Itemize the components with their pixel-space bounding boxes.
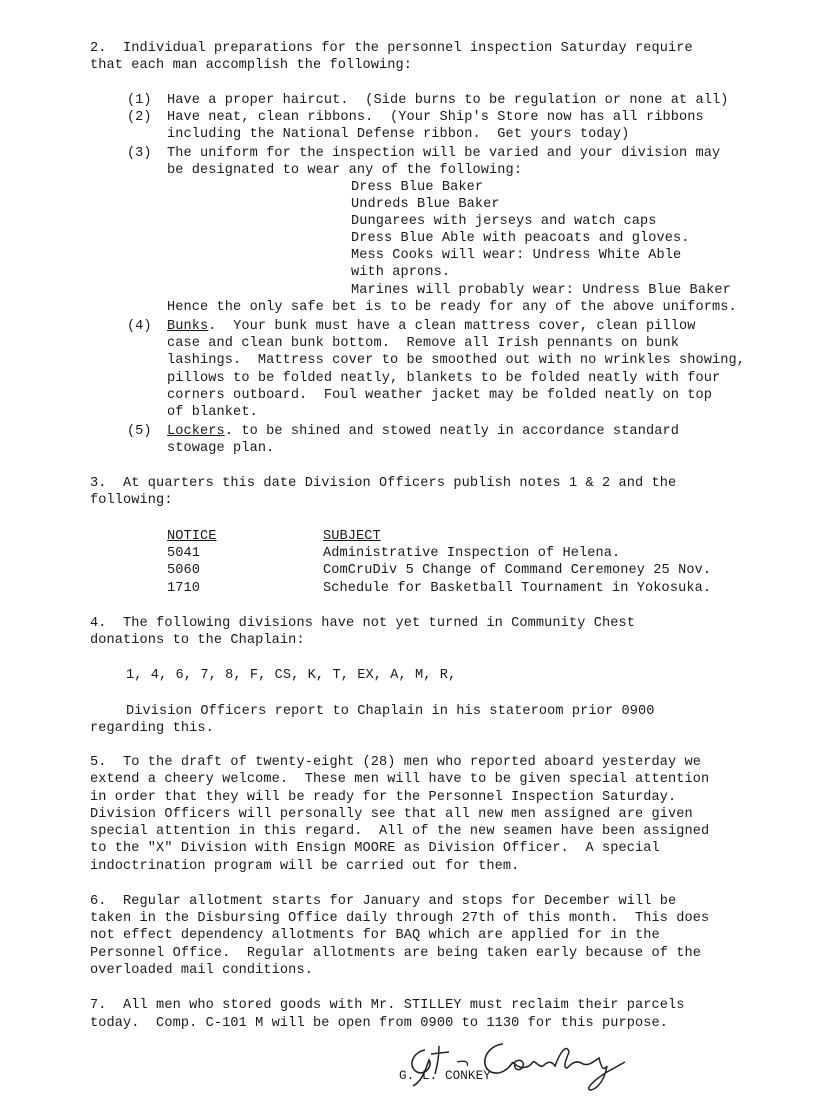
item3-line-1: 3. At quarters this date Division Officers publish notes 1 & 2 and the (90, 476, 677, 491)
uniform-item: Undreds Blue Baker (351, 197, 500, 212)
sub3-hence-line: Hence the only safe bet is to be ready for any of the above uniforms. (167, 300, 737, 315)
item2-line-2: that each man accomplish the following: (90, 58, 413, 73)
sub5-line-1-rest: . to be shined and stowed neatly in accordance standard (224, 424, 679, 439)
division-list: 1, 4, 6, 7, 8, F, CS, K, T, EX, A, M, R, (126, 668, 457, 683)
sub1-number: (1) (127, 93, 152, 108)
uniform-item: Marines will probably wear: Undress Blue Baker (351, 283, 731, 298)
notice-column-header: NOTICE (167, 529, 217, 544)
notice-number: 5041 (167, 546, 201, 561)
item5-line: 5. To the draft of twenty-eight (28) men who reported aboard yesterday we (90, 755, 702, 770)
sub5-heading: Lockers (167, 424, 225, 439)
sub5-number: (5) (127, 424, 152, 439)
sub4-line: of blanket. (167, 405, 258, 420)
item5-line: Division Officers will personally see that all new men assigned are given (90, 807, 693, 822)
sub4-line: lashings. Mattress cover to be smoothed out with no wrinkles showing, (167, 353, 746, 368)
item4-report-line-1: Division Officers report to Chaplain in his stateroom prior 0900 (126, 704, 655, 719)
sub5-line-2: stowage plan. (167, 441, 275, 456)
sub3-number: (3) (127, 146, 152, 161)
item6-line: 6. Regular allotment starts for January and stops for December will be (90, 894, 677, 909)
item4-line-2: donations to the Chaplain: (90, 633, 305, 648)
sub2-line-1: Have neat, clean ribbons. (Your Ship's Store now has all ribbons (167, 110, 704, 125)
uniform-item: Dungarees with jerseys and watch caps (351, 214, 657, 229)
sub5-line-1 (167, 423, 679, 440)
signature-name: G. L. CONKEY (399, 1069, 491, 1083)
sub4-line: pillows to be folded neatly, blankets to be folded neatly with four (167, 371, 721, 386)
sub2-number: (2) (127, 110, 152, 125)
item6-line: overloaded mail conditions. (90, 963, 313, 978)
item7-line: today. Comp. C-101 M will be open from 0900 to 1130 for this purpose. (90, 1016, 669, 1031)
sub4-line: corners outboard. Foul weather jacket may be folded neatly on top (167, 388, 712, 403)
item4-line-1: 4. The following divisions have not yet turned in Community Chest (90, 616, 635, 631)
uniform-item: Dress Blue Baker (351, 180, 484, 195)
item6-line: Personnel Office. Regular allotments are being taken early because of the (90, 946, 702, 961)
uniform-item: with aprons. (351, 265, 451, 280)
subject-column-header: SUBJECT (323, 529, 381, 544)
item7-line: 7. All men who stored goods with Mr. STILLEY must reclaim their parcels (90, 998, 685, 1013)
uniform-item: Dress Blue Able with peacoats and gloves. (351, 231, 690, 246)
sub3-line-2: be designated to wear any of the following: (167, 163, 523, 178)
notice-number: 1710 (167, 581, 201, 596)
item5-line: indoctrination program will be carried out for them. (90, 859, 520, 874)
item6-line: taken in the Disbursing Office daily through 27th of this month. This does (90, 911, 710, 926)
sub3-line-1: The uniform for the inspection will be varied and your division may (167, 146, 721, 161)
item2-line-1: 2. Individual preparations for the personnel inspection Saturday require (90, 41, 693, 56)
sub4-line-1 (167, 318, 696, 335)
item5-line: extend a cheery welcome. These men will have to be given special attention (90, 772, 710, 787)
notice-subject: ComCruDiv 5 Change of Command Ceremoney 25 Nov. (323, 563, 712, 578)
sub2-line-2: including the National Defense ribbon. Get yours today) (167, 127, 630, 142)
item3-line-2: following: (90, 493, 173, 508)
notice-subject: Schedule for Basketball Tournament in Yokosuka. (323, 581, 712, 596)
item4-report-line-2: regarding this. (90, 721, 214, 736)
sub4-heading: Bunks (167, 319, 209, 334)
notice-number: 5060 (167, 563, 201, 578)
item5-line: special attention in this regard. All of the new seamen have been assigned (90, 824, 710, 839)
notice-subject: Administrative Inspection of Helena. (323, 546, 621, 561)
sub1-line-1: Have a proper haircut. (Side burns to be regulation or none at all) (167, 93, 729, 108)
item5-line: in order that they will be ready for the Personnel Inspection Saturday. (90, 790, 677, 805)
item5-line: to the "X" Division with Ensign MOORE as Division Officer. A special (90, 841, 660, 856)
sub4-line-1-rest: . Your bunk must have a clean mattress cover, clean pillow (208, 319, 696, 334)
uniform-item: Mess Cooks will wear: Undress White Able (351, 248, 682, 263)
sub4-line: case and clean bunk bottom. Remove all Irish pennants on bunk (167, 336, 679, 351)
item6-line: not effect dependency allotments for BAQ which are applied for in the (90, 928, 660, 943)
sub4-number: (4) (127, 319, 152, 334)
